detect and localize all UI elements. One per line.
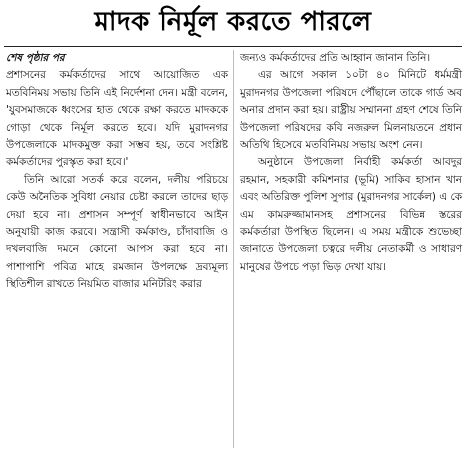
article-column-left bbox=[6, 50, 228, 294]
continued-label bbox=[6, 50, 228, 67]
article-paragraph: অনুষ্ঠানে উপজেলা নির্বাহী কর্মকর্তা আবদুর রহমান, সহকারী কমিশনার (ভূমি) সাকিব হাসান খান এবং অতিরিক্ত পুলিশ সুপার (মুরাদনগর সার্কেল) এ কে এম কামরুজ্জামানসহ প্রশাসনের বিভিন্ন স্তরের কর্মকর্তারা উপস্থিত ছিলেন। এ সময় মন্ত্রীকে শুভেচ্ছা জানাতে উপজেলা চত্বরে দলীয় নেতাকর্মী ও সাধারণ মানুষের উপচে পড়া ভিড় দেখা যায়। bbox=[240, 156, 462, 273]
headline: মাদক নির্মূল করতে পারলে bbox=[94, 7, 372, 37]
article-column-right bbox=[240, 50, 462, 276]
continued-from-label: শেষ পৃষ্ঠার পর bbox=[6, 52, 65, 64]
column-divider bbox=[233, 50, 234, 448]
headline-rule bbox=[4, 46, 462, 47]
article-paragraph: জন্যও কর্মকর্তাদের প্রতি আহ্বান জানান তিনি। bbox=[240, 52, 431, 64]
article-paragraph: তিনি আরো সতর্ক করে বলেন, দলীয় পরিচয়ে কেউ অনৈতিক সুবিধা নেয়ার চেষ্টা করলে তাদের ছাড় দেয়া হবে না। প্রশাসন সম্পূর্ণ স্বাধীনভাবে আইন অনুযায়ী কাজ করবে। সন্ত্রাসী কর্মকাণ্ড, চাঁদাবাজি ও দখলবাজি দমনে কোনো আপস করা হবে না। পাশাপাশি পবিত্র মাহে রমজান উপলক্ষে দ্রব্যমূল্য স্থিতিশীল রাখতে নিয়মিত বাজার মনিটরিং করার bbox=[6, 173, 228, 291]
article-paragraph: প্রশাসনের কর্মকর্তাদের সাথে আয়োজিত এক মতবিনিময় সভায় তিনি এই নির্দেশনা দেন। মন্ত্রী বলেন, 'যুবসমাজকে ধ্বংসের হাত থেকে রক্ষা করতে মাদককে গোড়া থেকে নির্মূল করতে হবে। যদি মুরাদনগর উপজেলাকে মাদকমুক্ত করা সম্ভব হয়, তবে সংশ্লিষ্ট কর্মকর্তাদের পুরস্কৃত করা হবে।' bbox=[6, 69, 228, 169]
article-paragraph: এর আগে সকাল ১০টা ৪০ মিনিটে ধর্মমন্ত্রী মুরাদনগর উপজেলা পরিষদে পৌঁছালে তাকে গার্ড অব অনার প্রদান করা হয়। রাষ্ট্রীয় সম্মাননা গ্রহণ শেষে তিনি উপজেলা পরিষদের কবি নজরুল মিলনায়তনে প্রধান অতিথি হিসেবে মতবিনিময় সভায় অংশ নেন। bbox=[240, 69, 462, 152]
